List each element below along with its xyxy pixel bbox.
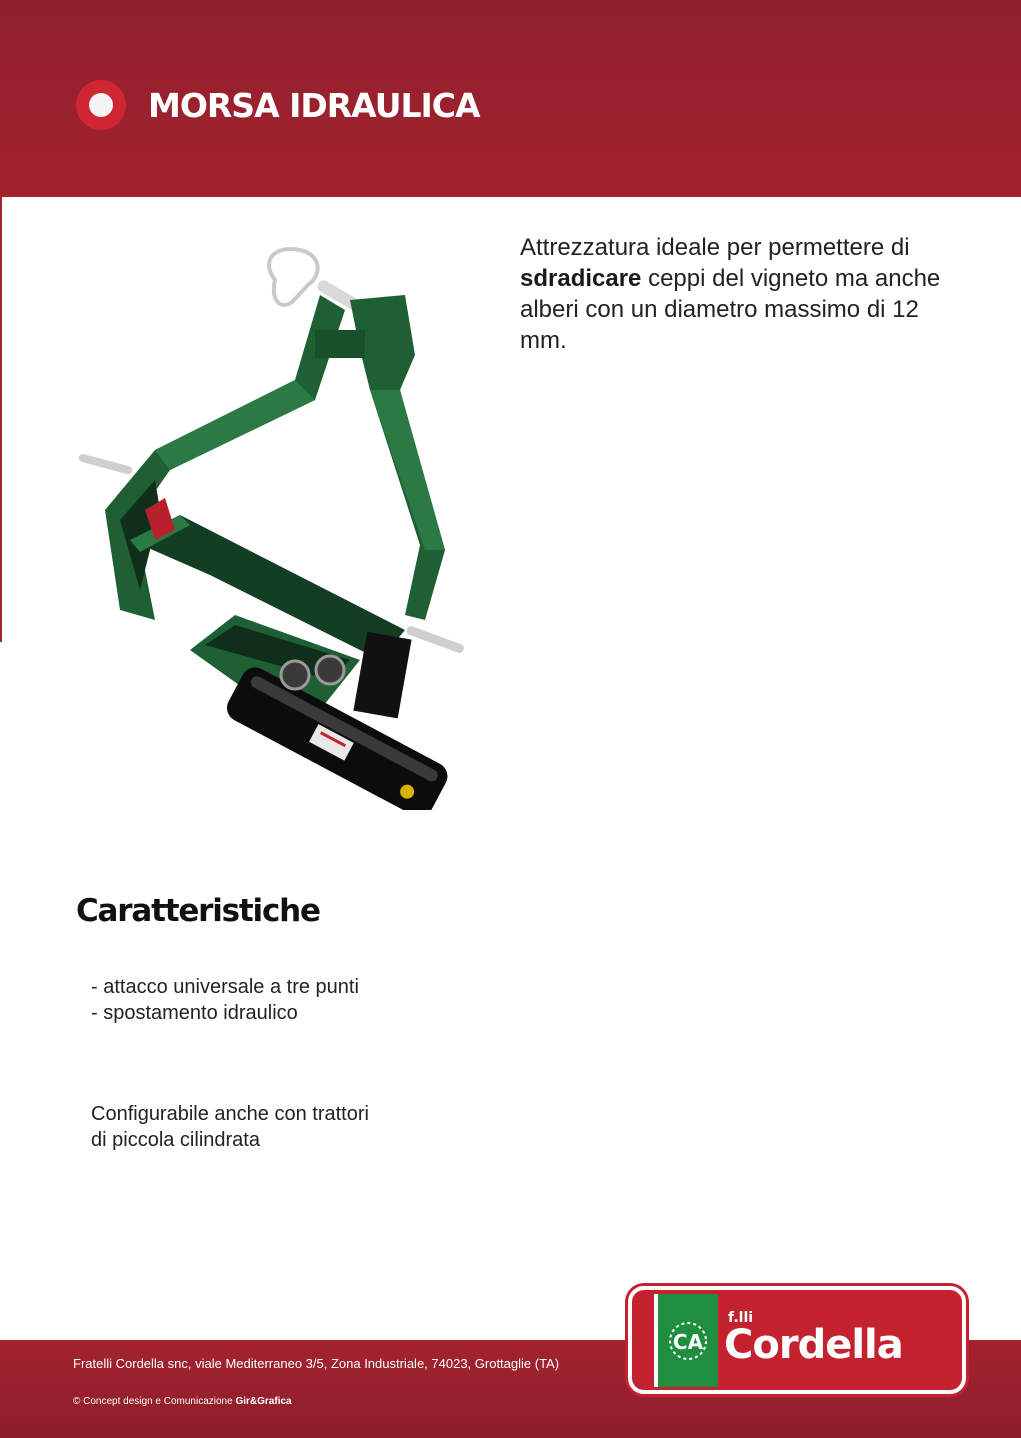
intro-text-bold: sdradicare: [520, 265, 642, 292]
header-band: [0, 0, 1021, 197]
configuration-note-line1: Configurabile anche con trattori: [91, 1103, 369, 1125]
features-heading: Caratteristiche: [76, 893, 320, 929]
intro-text-after: ceppi del vigneto ma anche alberi con un diametro massimo di 12 mm.: [520, 265, 941, 354]
hose-fitting-left: [281, 661, 309, 689]
top-crossbar: [315, 330, 365, 358]
feature-item: - attacco universale a tre punti: [91, 976, 359, 998]
cordella-logo: [628, 1286, 966, 1394]
intro-text-before: Attrezzatura ideale per permettere di: [520, 234, 910, 261]
configuration-note-line2: di piccola cilindrata: [91, 1129, 260, 1151]
page-title: MORSA IDRAULICA: [148, 86, 480, 125]
features-list: [91, 974, 359, 1026]
hose-fitting-right: [316, 656, 344, 684]
title-bullet-icon: [76, 80, 126, 130]
footer-credit-brand: Gir&Grafica: [235, 1396, 292, 1407]
right-pin: [405, 625, 464, 654]
top-pin-ring-icon: [269, 249, 318, 305]
logo-green-panel: [654, 1294, 718, 1387]
logo-monogram: CA: [672, 1330, 704, 1354]
left-pin: [78, 453, 133, 475]
ca-monogram-icon: [658, 1294, 718, 1387]
footer-credit: [73, 1396, 292, 1407]
intro-text: [520, 232, 960, 356]
feature-item: - spostamento idraulico: [91, 1002, 298, 1024]
logo-name: Cordella: [724, 1322, 903, 1368]
title-bullet-dot: [89, 93, 113, 117]
product-image-hydraulic-vice: [60, 240, 480, 810]
footer-address: Fratelli Cordella snc, viale Mediterraneo 3/5, Zona Industriale, 74023, Grottaglie (TA): [73, 1356, 560, 1371]
left-accent-rule: [0, 197, 2, 642]
logo-fili: f.lli: [728, 1310, 754, 1326]
configuration-note: [91, 1101, 411, 1153]
footer-credit-prefix: © Concept design e Comunicazione: [73, 1396, 236, 1407]
